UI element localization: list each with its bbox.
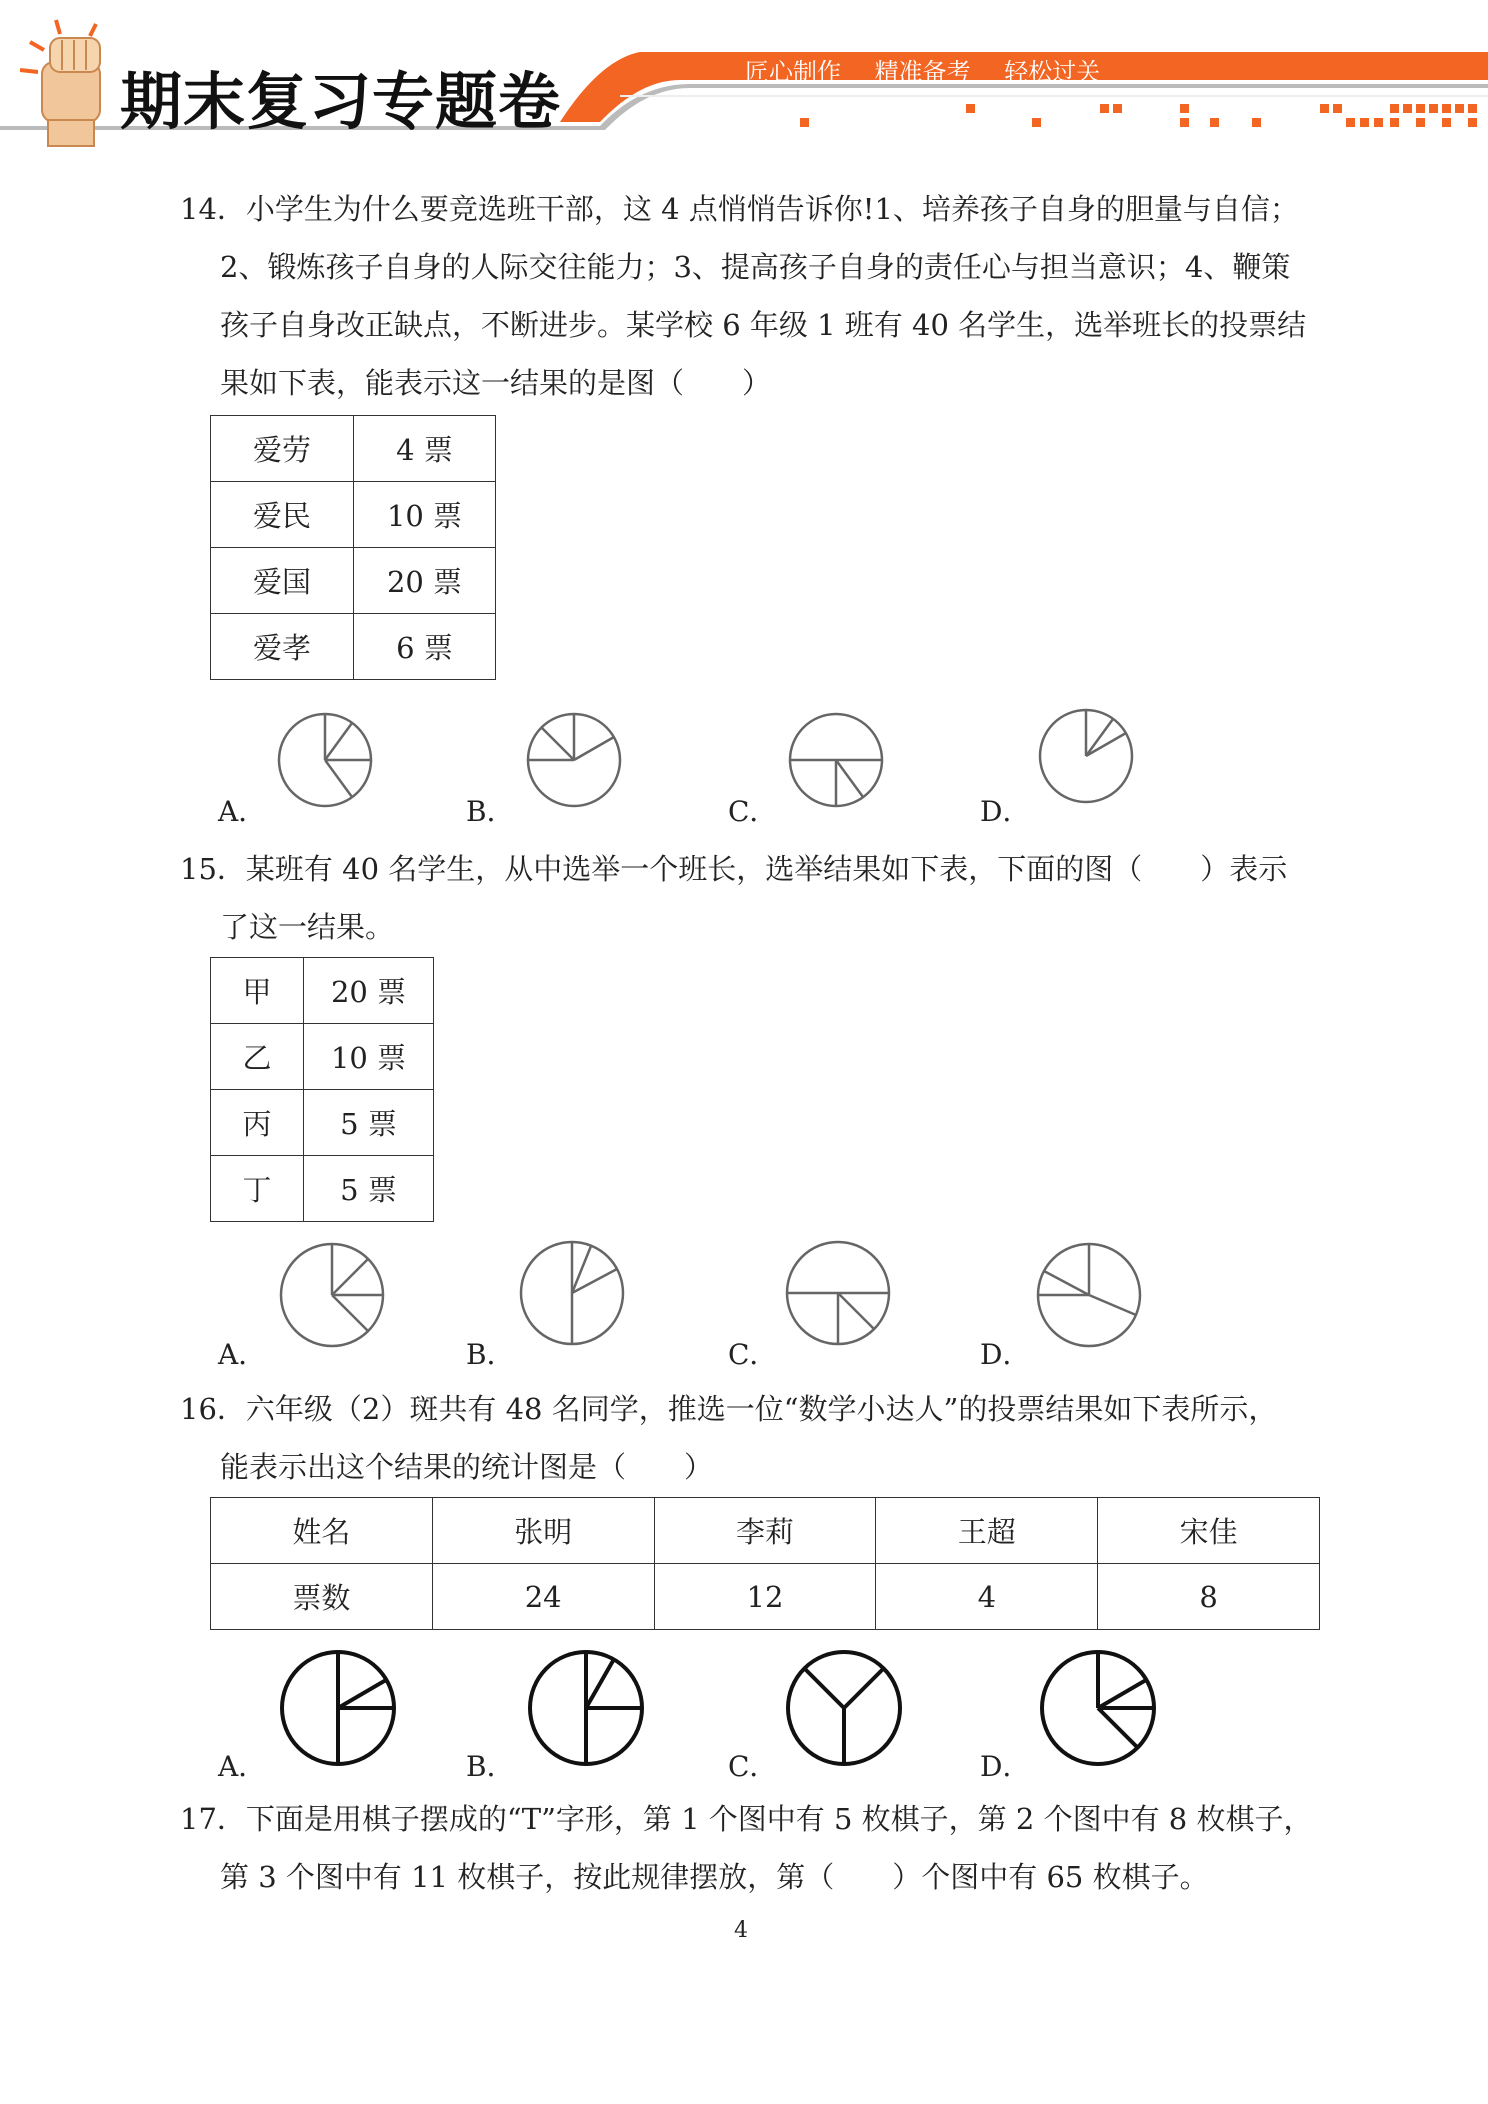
option-c-label: C．: [728, 1750, 778, 1783]
table-cell: 爱劳: [211, 416, 354, 482]
table-cell: 10 票: [304, 1024, 434, 1090]
pie-chart-q16-b: [526, 1648, 646, 1768]
question-number: 15．: [180, 852, 246, 886]
question-text-line: 下面是用棋子摆成的“T”字形，第 1 个图中有 5 枚棋子，第 2 个图中有 8 枚棋子，: [245, 1802, 1313, 1836]
pie-chart-q14-d: [1036, 706, 1136, 806]
question-text-line: 了这一结果。: [220, 910, 395, 944]
table-cell: 爱国: [211, 548, 354, 614]
table-cell: 乙: [211, 1024, 304, 1090]
table-row: [211, 482, 496, 548]
table-cell: 20 票: [354, 548, 496, 614]
slogan-2: 精准备考: [874, 58, 971, 86]
slogan-3: 轻松过关: [1004, 58, 1101, 86]
pie-chart-q15-a: [277, 1240, 387, 1350]
table-cell: 宋佳: [1098, 1498, 1320, 1564]
option-b-label: B．: [466, 795, 515, 828]
option-b-label: B．: [466, 1750, 515, 1783]
pie-chart-q16-a: [278, 1648, 398, 1768]
pie-chart-q14-c: [786, 710, 886, 810]
pie-chart-q15-d: [1034, 1240, 1144, 1350]
pie-chart-q15-c: [783, 1238, 893, 1348]
option-a-label: A．: [218, 1338, 267, 1371]
page-number: 4: [734, 1918, 748, 1943]
table-row: [211, 1090, 434, 1156]
decor-dots: [800, 104, 1477, 127]
banner-slogans: [745, 52, 1126, 87]
option-a-label: A．: [218, 1750, 267, 1783]
table-cell: 5 票: [304, 1156, 434, 1222]
option-d-label: D．: [980, 1750, 1031, 1783]
pie-chart-q15-b: [517, 1238, 627, 1348]
header-banner: [0, 0, 1488, 150]
table-row: [211, 1564, 1320, 1630]
vote-table-q16: [210, 1497, 1320, 1630]
table-cell: 20 票: [304, 958, 434, 1024]
table-row: [211, 416, 496, 482]
question-text-line: 果如下表，能表示这一结果的是图（ ）: [220, 366, 772, 400]
table-cell: 票数: [211, 1564, 433, 1630]
table-cell: 甲: [211, 958, 304, 1024]
question-number: 17．: [180, 1802, 246, 1836]
table-row: [211, 1156, 434, 1222]
question-16: [180, 1380, 1320, 1496]
question-number: 14．: [180, 192, 246, 226]
table-cell: 6 票: [354, 614, 496, 680]
option-d-label: D．: [980, 795, 1031, 828]
question-text-line: 某班有 40 名学生，从中选举一个班长，选举结果如下表，下面的图（ ）表示: [245, 852, 1288, 886]
table-row: [211, 958, 434, 1024]
table-cell: 爱民: [211, 482, 354, 548]
table-cell: 8: [1098, 1564, 1320, 1630]
option-c-label: C．: [728, 795, 778, 828]
table-row: [211, 1024, 434, 1090]
table-cell: 24: [432, 1564, 654, 1630]
question-text-line: 六年级（2）斑共有 48 名同学，推选一位“数学小达人”的投票结果如下表所示，: [245, 1392, 1278, 1426]
table-cell: 4: [876, 1564, 1098, 1630]
table-cell: 5 票: [304, 1090, 434, 1156]
option-a-label: A．: [218, 795, 267, 828]
question-number: 16．: [180, 1392, 246, 1426]
question-text-line: 孩子自身改正缺点，不断进步。某学校 6 年级 1 班有 40 名学生，选举班长的投票结: [220, 308, 1307, 342]
pie-chart-q16-d: [1038, 1648, 1158, 1768]
table-cell: 4 票: [354, 416, 496, 482]
option-c-label: C．: [728, 1338, 778, 1371]
vote-table-q14: [210, 415, 496, 680]
pie-chart-q16-c: [784, 1648, 904, 1768]
question-14: [180, 180, 1320, 412]
pie-chart-q14-b: [524, 710, 624, 810]
table-row: [211, 548, 496, 614]
table-cell: 丁: [211, 1156, 304, 1222]
question-text-line: 第 3 个图中有 11 枚棋子，按此规律摆放，第（ ）个图中有 65 枚棋子。: [220, 1860, 1209, 1894]
table-cell: 爱孝: [211, 614, 354, 680]
paper-title: 期末复习专题卷: [120, 65, 562, 138]
table-cell: 李莉: [654, 1498, 876, 1564]
question-text-line: 2、锻炼孩子自身的人际交往能力；3、提高孩子自身的责任心与担当意识；4、鞭策: [220, 250, 1291, 284]
table-cell: 丙: [211, 1090, 304, 1156]
table-cell: 10 票: [354, 482, 496, 548]
question-text-line: 能表示出这个结果的统计图是（ ）: [220, 1450, 714, 1484]
question-15: [180, 840, 1320, 956]
table-cell: 姓名: [211, 1498, 433, 1564]
table-row: [211, 1498, 1320, 1564]
slogan-1: 匠心制作: [745, 58, 841, 86]
pie-chart-q14-a: [275, 710, 375, 810]
vote-table-q15: [210, 957, 434, 1222]
table-cell: 张明: [432, 1498, 654, 1564]
question-17: [180, 1790, 1320, 1906]
question-text-line: 小学生为什么要竞选班干部，这 4 点悄悄告诉你!1、培养孩子自身的胆量与自信；: [245, 192, 1299, 226]
option-d-label: D．: [980, 1338, 1031, 1371]
table-cell: 王超: [876, 1498, 1098, 1564]
table-cell: 12: [654, 1564, 876, 1630]
table-row: [211, 614, 496, 680]
option-b-label: B．: [466, 1338, 515, 1371]
